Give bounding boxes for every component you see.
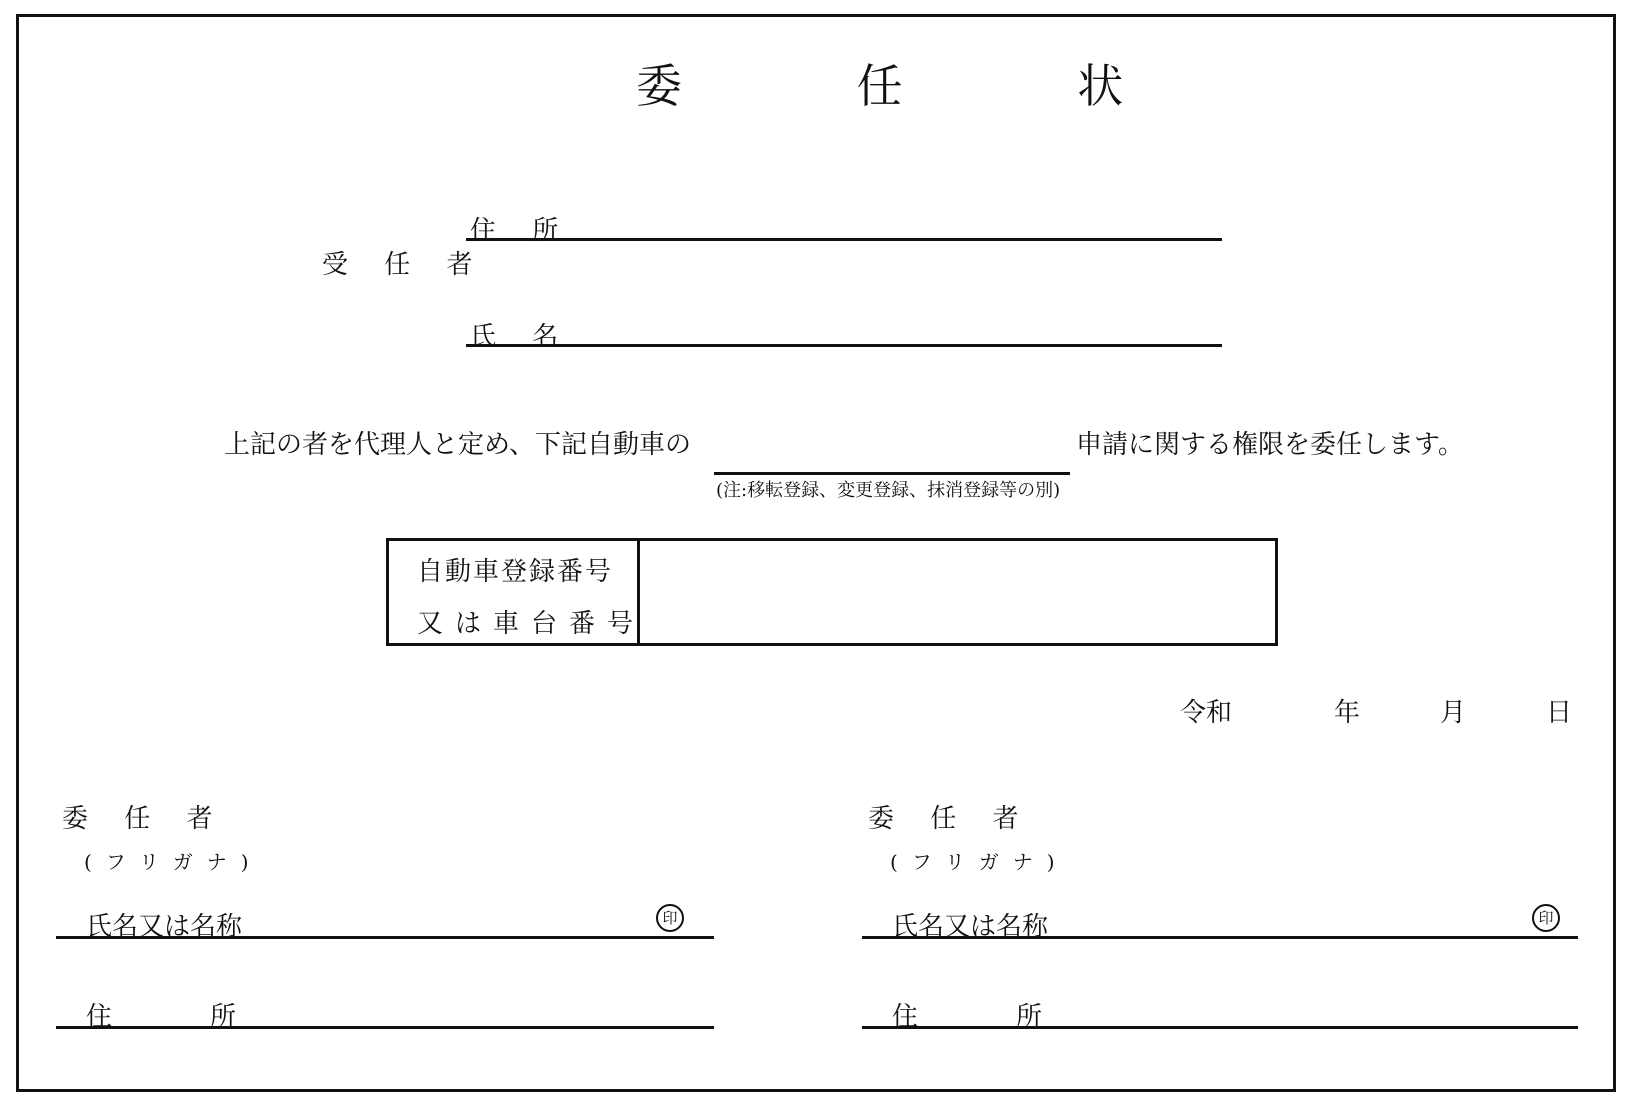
application-type-line[interactable] xyxy=(714,472,1070,475)
date-month: 月 xyxy=(1440,698,1467,728)
vehicle-label-line2: 又は車台番号 xyxy=(417,609,646,639)
seal-mark-icon: 印 xyxy=(656,904,684,932)
date-era: 令和 xyxy=(1180,698,1233,728)
principal-right-label: 委 任 者 xyxy=(868,804,1033,834)
principal-left-furigana: (フリガナ) xyxy=(84,850,263,874)
principal-right-name-label: 氏名又は名称 xyxy=(892,912,1049,942)
principal-left-name-label: 氏名又は名称 xyxy=(86,912,243,942)
principal-left-address-label1: 住 xyxy=(86,1002,113,1032)
principal-left-name-line[interactable] xyxy=(56,936,714,939)
principal-left-address-label2: 所 xyxy=(210,1002,237,1032)
principal-right-furigana: (フリガナ) xyxy=(890,850,1069,874)
date-year: 年 xyxy=(1334,698,1361,728)
agent-name-line[interactable] xyxy=(466,344,1222,347)
agent-address-label: 住 所 xyxy=(470,216,573,246)
agent-label: 受 任 者 xyxy=(322,250,487,280)
principal-right-address-label2: 所 xyxy=(1016,1002,1043,1032)
vehicle-box-divider xyxy=(637,541,640,643)
seal-mark-icon: 印 xyxy=(1532,904,1560,932)
principal-left-address-line[interactable] xyxy=(56,1026,714,1029)
document-title: 委 任 状 xyxy=(636,59,1204,113)
principal-left-label: 委 任 者 xyxy=(62,804,227,834)
vehicle-number-box xyxy=(386,538,1278,646)
agent-name-label: 氏 名 xyxy=(470,322,573,352)
statement-before: 上記の者を代理人と定め、下記自動車の xyxy=(224,430,691,460)
statement-after: 申請に関する権限を委任します。 xyxy=(1076,430,1464,460)
principal-right-address-label1: 住 xyxy=(892,1002,919,1032)
date-day: 日 xyxy=(1546,698,1573,728)
agent-address-line[interactable] xyxy=(466,238,1222,241)
vehicle-number-field[interactable] xyxy=(643,541,1275,643)
principal-right-address-line[interactable] xyxy=(862,1026,1578,1029)
principal-right-name-line[interactable] xyxy=(862,936,1578,939)
application-type-note: (注:移転登録、変更登録、抹消登録等の別) xyxy=(716,480,1061,501)
vehicle-label-line1: 自動車登録番号 xyxy=(417,557,614,587)
